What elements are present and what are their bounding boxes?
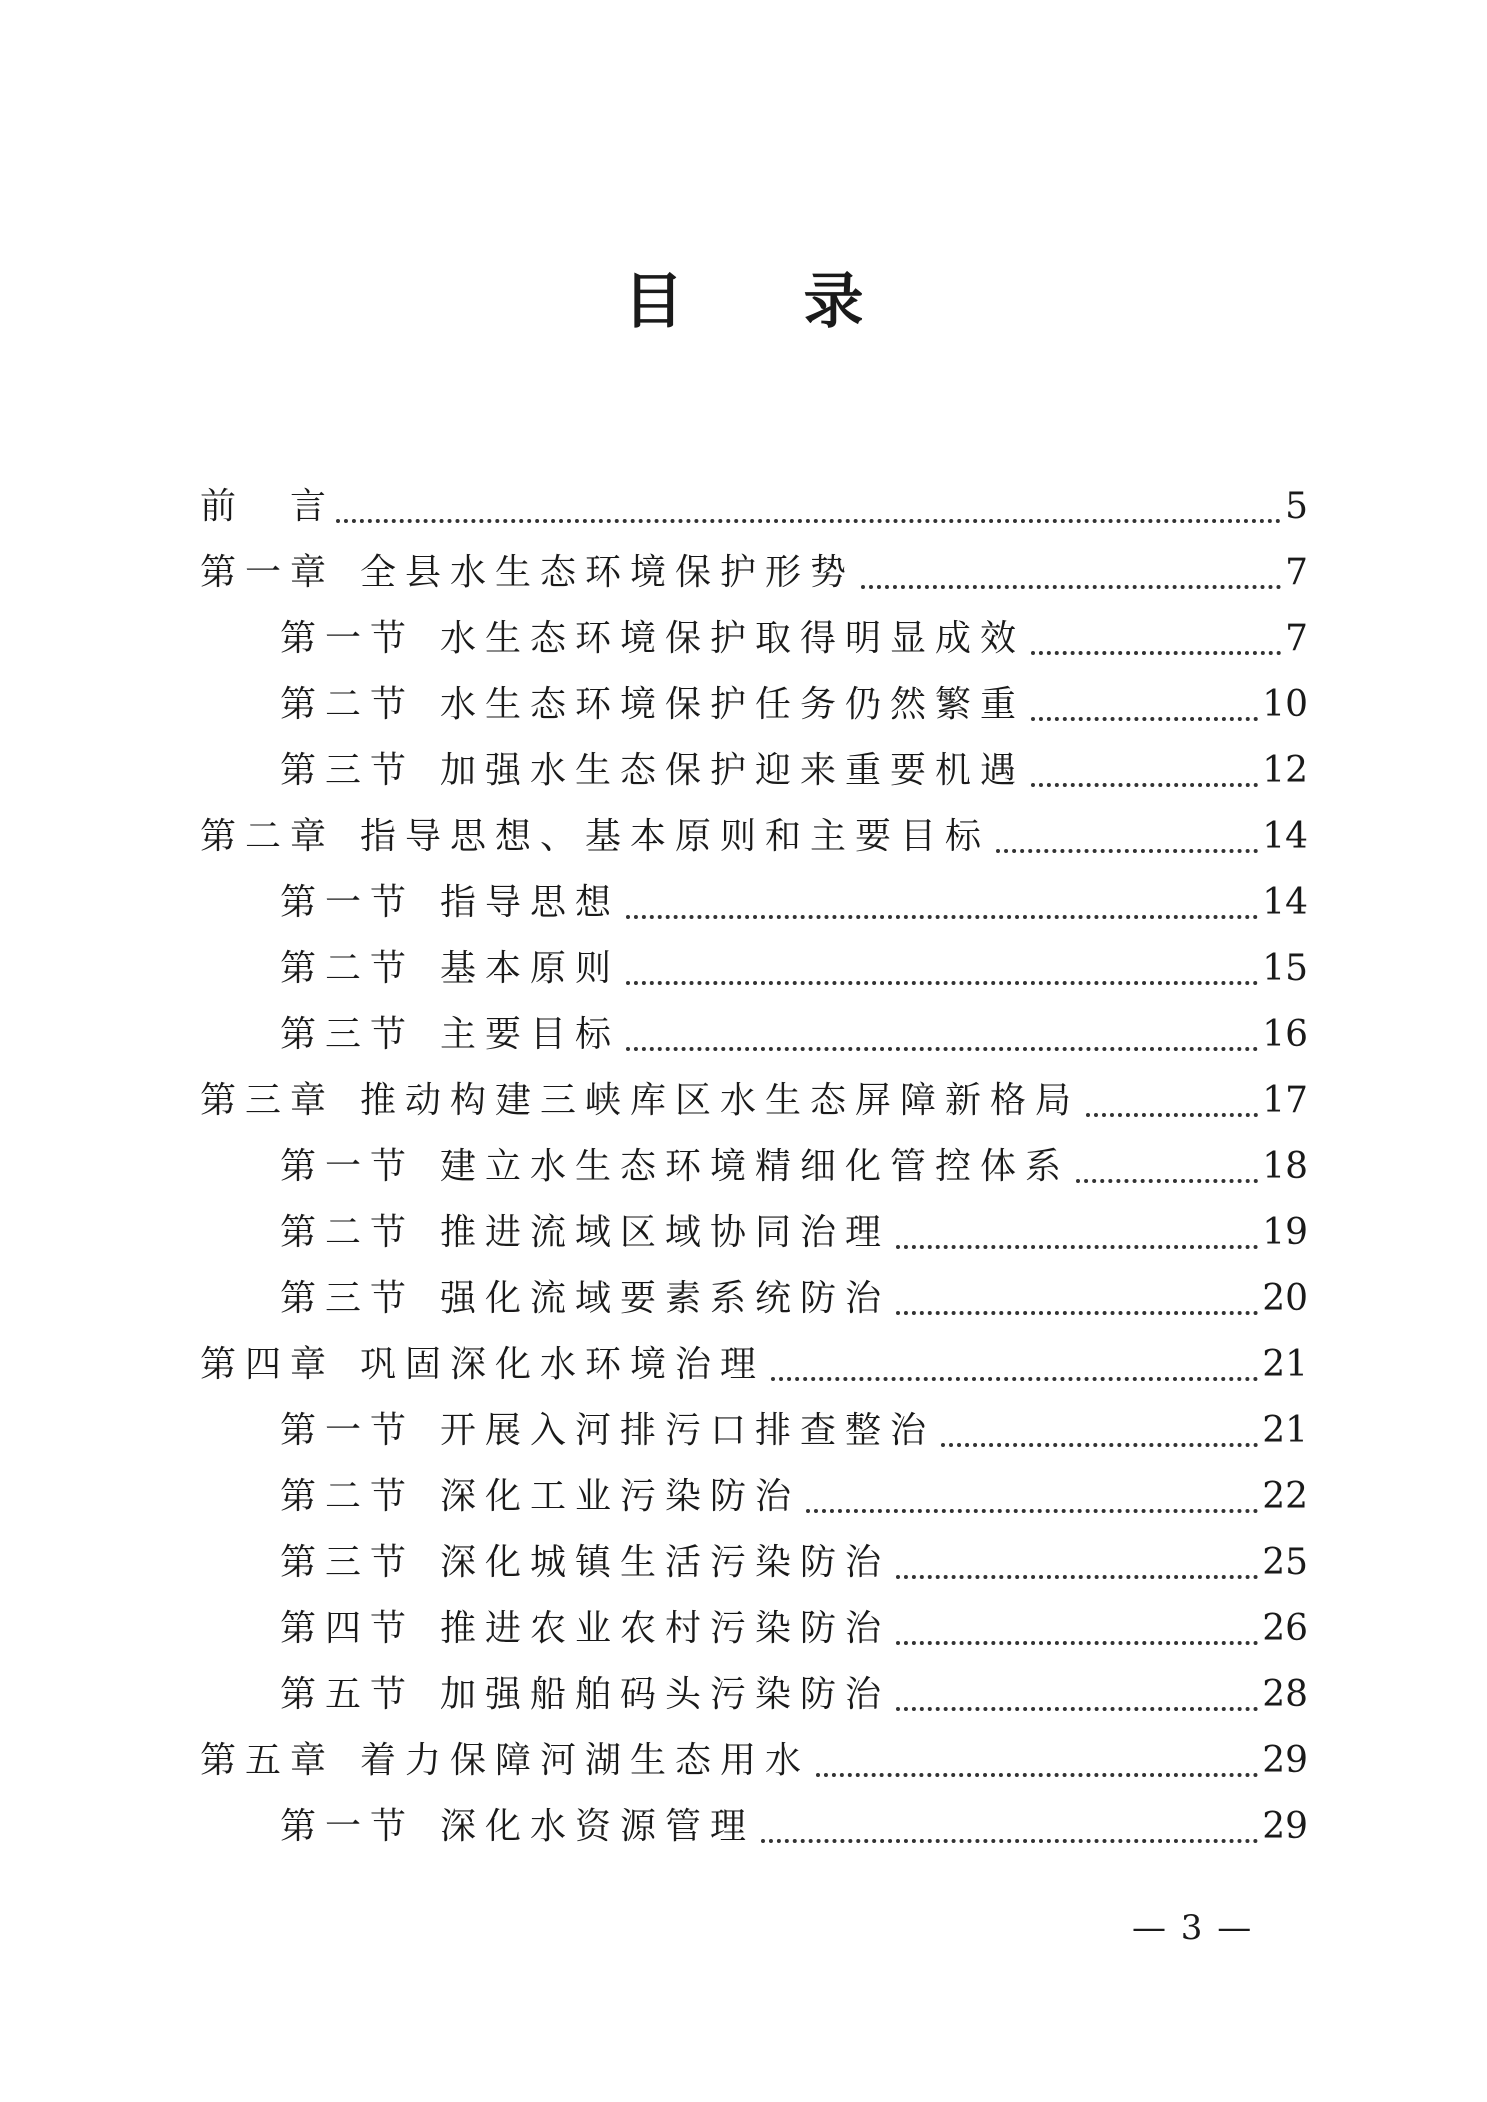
toc-entry-page-number: 21: [1262, 1410, 1308, 1451]
toc-entry-title: 指导思想: [440, 882, 621, 923]
page-title-char-2: 录: [803, 267, 864, 337]
toc-entry-number: 第二节: [280, 684, 416, 725]
toc-entry-title: 巩固深化水环境治理: [360, 1344, 766, 1385]
toc-entry-number: 第二节: [280, 1476, 416, 1517]
toc-entry-number: 第四节: [280, 1608, 416, 1649]
toc-dot-leader: [771, 1377, 1258, 1381]
toc-entry-title: 建立水生态环境精细化管控体系: [440, 1146, 1071, 1187]
toc-entry-section[interactable]: [200, 1398, 1308, 1464]
toc-entry-page-number: 7: [1285, 552, 1308, 593]
toc-dot-leader: [816, 1773, 1258, 1777]
toc-entry-section[interactable]: [200, 870, 1308, 936]
toc-entry-section[interactable]: [200, 738, 1308, 804]
toc-entry-heading: [280, 1596, 890, 1662]
toc-entry-section[interactable]: [200, 1266, 1308, 1332]
toc-entry-section[interactable]: [200, 672, 1308, 738]
toc-entry-page-number: 26: [1262, 1608, 1308, 1649]
toc-entry-heading: [280, 1530, 890, 1596]
toc-entry-number: 前 言: [200, 486, 336, 527]
toc-entry-number: 第一章: [200, 552, 336, 593]
toc-dot-leader: [996, 849, 1258, 853]
toc-entry-heading: [200, 474, 336, 540]
toc-dot-leader: [896, 1245, 1258, 1249]
toc-dot-leader: [626, 1047, 1258, 1051]
toc-entry-chapter[interactable]: [200, 1068, 1308, 1134]
toc-entry-number: 第一节: [280, 882, 416, 923]
toc-entry-heading: [200, 804, 990, 870]
toc-entry-heading: [280, 1398, 935, 1464]
toc-entry-title: 水生态环境保护取得明显成效: [440, 618, 1026, 659]
toc-entry-section[interactable]: [200, 1596, 1308, 1662]
toc-entry-heading: [280, 936, 620, 1002]
toc-entry-number: 第一节: [280, 1806, 416, 1847]
toc-entry-heading: [280, 672, 1025, 738]
toc-entry-page-number: 14: [1262, 816, 1308, 857]
toc-entry-page-number: 19: [1262, 1212, 1308, 1253]
toc-dot-leader: [896, 1311, 1258, 1315]
toc-entry-title: 基本原则: [440, 948, 621, 989]
toc-entry-section[interactable]: [200, 1002, 1308, 1068]
toc-entry-heading: [200, 1068, 1080, 1134]
toc-entry-title: 加强船舶码头污染防治: [440, 1674, 891, 1715]
toc-entry-section[interactable]: [200, 1134, 1308, 1200]
toc-entry-title: 推进流域区域协同治理: [440, 1212, 891, 1253]
toc-entry-section[interactable]: [200, 1662, 1308, 1728]
toc-entry-section[interactable]: [200, 936, 1308, 1002]
toc-entry-title: 全县水生态环境保护形势: [360, 552, 856, 593]
page-title-char-1: 目: [623, 267, 684, 337]
toc-entry-title: 水生态环境保护任务仍然繁重: [440, 684, 1026, 725]
toc-entry-number: 第三节: [280, 1014, 416, 1055]
toc-entry-page-number: 16: [1262, 1014, 1308, 1055]
toc-entry-heading: [280, 1266, 890, 1332]
toc-entry-heading: [280, 1002, 620, 1068]
toc-entry-page-number: 28: [1262, 1674, 1308, 1715]
toc-entry-page-number: 5: [1285, 486, 1308, 527]
toc-entry-title: 强化流域要素系统防治: [440, 1278, 891, 1319]
toc-dot-leader: [1031, 783, 1258, 787]
toc-entry-title: 深化工业污染防治: [440, 1476, 801, 1517]
toc-entry-page-number: 20: [1262, 1278, 1308, 1319]
toc-entry-page-number: 14: [1262, 882, 1308, 923]
toc-entry-number: 第一节: [280, 618, 416, 659]
toc-entry-number: 第五章: [200, 1740, 336, 1781]
toc-entry-number: 第三节: [280, 1542, 416, 1583]
toc-entry-preface[interactable]: [200, 474, 1308, 540]
toc-entry-number: 第一节: [280, 1146, 416, 1187]
toc-entry-section[interactable]: [200, 606, 1308, 672]
page-title: [0, 262, 1487, 342]
table-of-contents: [200, 474, 1308, 1860]
toc-dot-leader: [806, 1509, 1258, 1513]
toc-entry-title: 加强水生态保护迎来重要机遇: [440, 750, 1026, 791]
toc-entry-title: 指导思想、基本原则和主要目标: [360, 816, 991, 857]
toc-entry-number: 第二节: [280, 1212, 416, 1253]
toc-entry-title: 开展入河排污口排查整治: [440, 1410, 936, 1451]
toc-entry-number: 第三节: [280, 1278, 416, 1319]
toc-dot-leader: [1076, 1179, 1258, 1183]
toc-entry-heading: [280, 1200, 890, 1266]
toc-entry-number: 第二节: [280, 948, 416, 989]
toc-entry-number: 第四章: [200, 1344, 336, 1385]
toc-dot-leader: [941, 1443, 1258, 1447]
toc-dot-leader: [896, 1707, 1258, 1711]
toc-entry-page-number: 18: [1262, 1146, 1308, 1187]
toc-entry-chapter[interactable]: [200, 1332, 1308, 1398]
toc-entry-page-number: 21: [1262, 1344, 1308, 1385]
toc-dot-leader: [896, 1641, 1258, 1645]
toc-entry-heading: [280, 738, 1025, 804]
toc-entry-page-number: 15: [1262, 948, 1308, 989]
toc-entry-heading: [280, 870, 620, 936]
toc-entry-heading: [280, 1464, 800, 1530]
toc-dot-leader: [336, 519, 1281, 523]
toc-dot-leader: [1031, 651, 1281, 655]
toc-dot-leader: [896, 1575, 1258, 1579]
toc-entry-number: 第一节: [280, 1410, 416, 1451]
toc-entry-chapter[interactable]: [200, 804, 1308, 870]
toc-entry-heading: [280, 606, 1025, 672]
toc-entry-page-number: 10: [1262, 684, 1308, 725]
toc-entry-page-number: 29: [1262, 1740, 1308, 1781]
toc-entry-chapter[interactable]: [200, 540, 1308, 606]
toc-entry-heading: [200, 1332, 765, 1398]
toc-entry-section[interactable]: [200, 1464, 1308, 1530]
toc-entry-page-number: 22: [1262, 1476, 1308, 1517]
toc-dot-leader: [626, 915, 1258, 919]
toc-dot-leader: [1031, 717, 1258, 721]
toc-entry-heading: [280, 1662, 890, 1728]
toc-dot-leader: [761, 1839, 1258, 1843]
toc-entry-number: 第二章: [200, 816, 336, 857]
toc-entry-page-number: 7: [1285, 618, 1308, 659]
toc-entry-title: 推动构建三峡库区水生态屏障新格局: [360, 1080, 1081, 1121]
toc-dot-leader: [1086, 1113, 1258, 1117]
toc-entry-title: 深化水资源管理: [440, 1806, 756, 1847]
toc-entry-section[interactable]: [200, 1200, 1308, 1266]
toc-entry-page-number: 12: [1262, 750, 1308, 791]
toc-entry-section[interactable]: [200, 1530, 1308, 1596]
toc-dot-leader: [861, 585, 1281, 589]
toc-entry-heading: [280, 1794, 755, 1860]
toc-entry-page-number: 17: [1262, 1080, 1308, 1121]
toc-entry-heading: [280, 1134, 1070, 1200]
toc-entry-heading: [200, 540, 855, 606]
toc-entry-page-number: 25: [1262, 1542, 1308, 1583]
toc-entry-number: 第三节: [280, 750, 416, 791]
toc-dot-leader: [626, 981, 1258, 985]
page-number-footer: — 3 —: [1132, 1908, 1254, 1948]
toc-entry-title: 主要目标: [440, 1014, 621, 1055]
toc-entry-number: 第五节: [280, 1674, 416, 1715]
toc-entry-title: 推进农业农村污染防治: [440, 1608, 891, 1649]
toc-entry-section[interactable]: [200, 1794, 1308, 1860]
toc-entry-title: 着力保障河湖生态用水: [360, 1740, 811, 1781]
toc-entry-heading: [200, 1728, 810, 1794]
toc-entry-page-number: 29: [1262, 1806, 1308, 1847]
toc-entry-chapter[interactable]: [200, 1728, 1308, 1794]
toc-entry-number: 第三章: [200, 1080, 336, 1121]
toc-entry-title: 深化城镇生活污染防治: [440, 1542, 891, 1583]
